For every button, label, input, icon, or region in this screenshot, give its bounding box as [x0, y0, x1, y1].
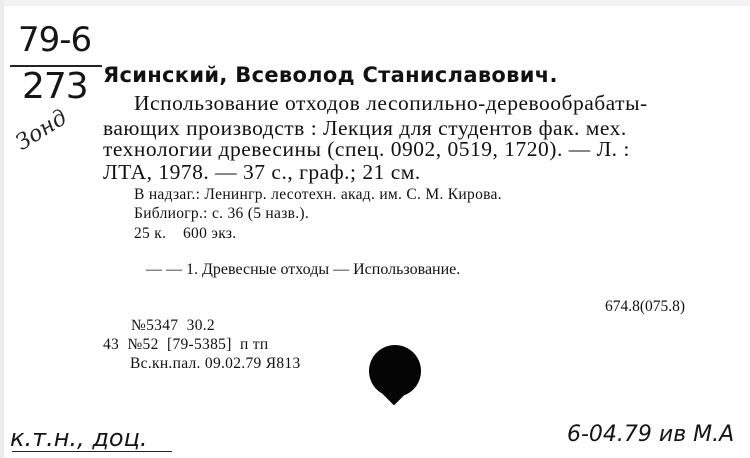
call-number-top: 79-6 — [18, 20, 92, 60]
card-edge-left — [0, 0, 4, 458]
handwritten-side-mark: Зонд — [11, 105, 72, 156]
card-edge-top — [0, 0, 750, 6]
note-header-institution: В надзаг.: Ленингр. лесотехн. акад. им. С. М. Кирова. — [134, 186, 502, 203]
handwritten-date-note: 6-04.79 ив М.А — [567, 422, 735, 447]
meta-line-1: №5347 30.2 — [131, 317, 215, 334]
author-heading: Ясинский, Всеволод Станиславович. — [103, 63, 558, 87]
title-line-2: вающих производств : Лекция для студентов фак. мех. — [103, 116, 627, 140]
title-line-4: ЛТА, 1978. — 37 с., граф.; 21 см. — [103, 160, 421, 184]
note-bibliography: Библиогр.: с. 36 (5 назв.). — [134, 205, 310, 222]
meta-line-3: Вс.кн.пал. 09.02.79 Я813 — [130, 355, 301, 372]
meta-line-2: 43 №52 [79-5385] п тп — [103, 336, 269, 353]
title-line-3: технологии древесины (спец. 0902, 0519, 1720). — Л. : — [103, 137, 630, 161]
note-price-copies: 25 к. 600 экз. — [134, 225, 237, 242]
title-line-1: Использование отходов лесопильно-деревообрабаты- — [134, 91, 648, 115]
handwritten-underline — [12, 451, 172, 452]
udc-code: 674.8(075.8) — [605, 298, 686, 315]
call-number-bottom: 273 — [22, 66, 88, 107]
handwritten-degree-note: к.т.н., доц. — [10, 424, 148, 452]
subject-heading: — — 1. Древесные отходы — Использование. — [146, 261, 461, 278]
